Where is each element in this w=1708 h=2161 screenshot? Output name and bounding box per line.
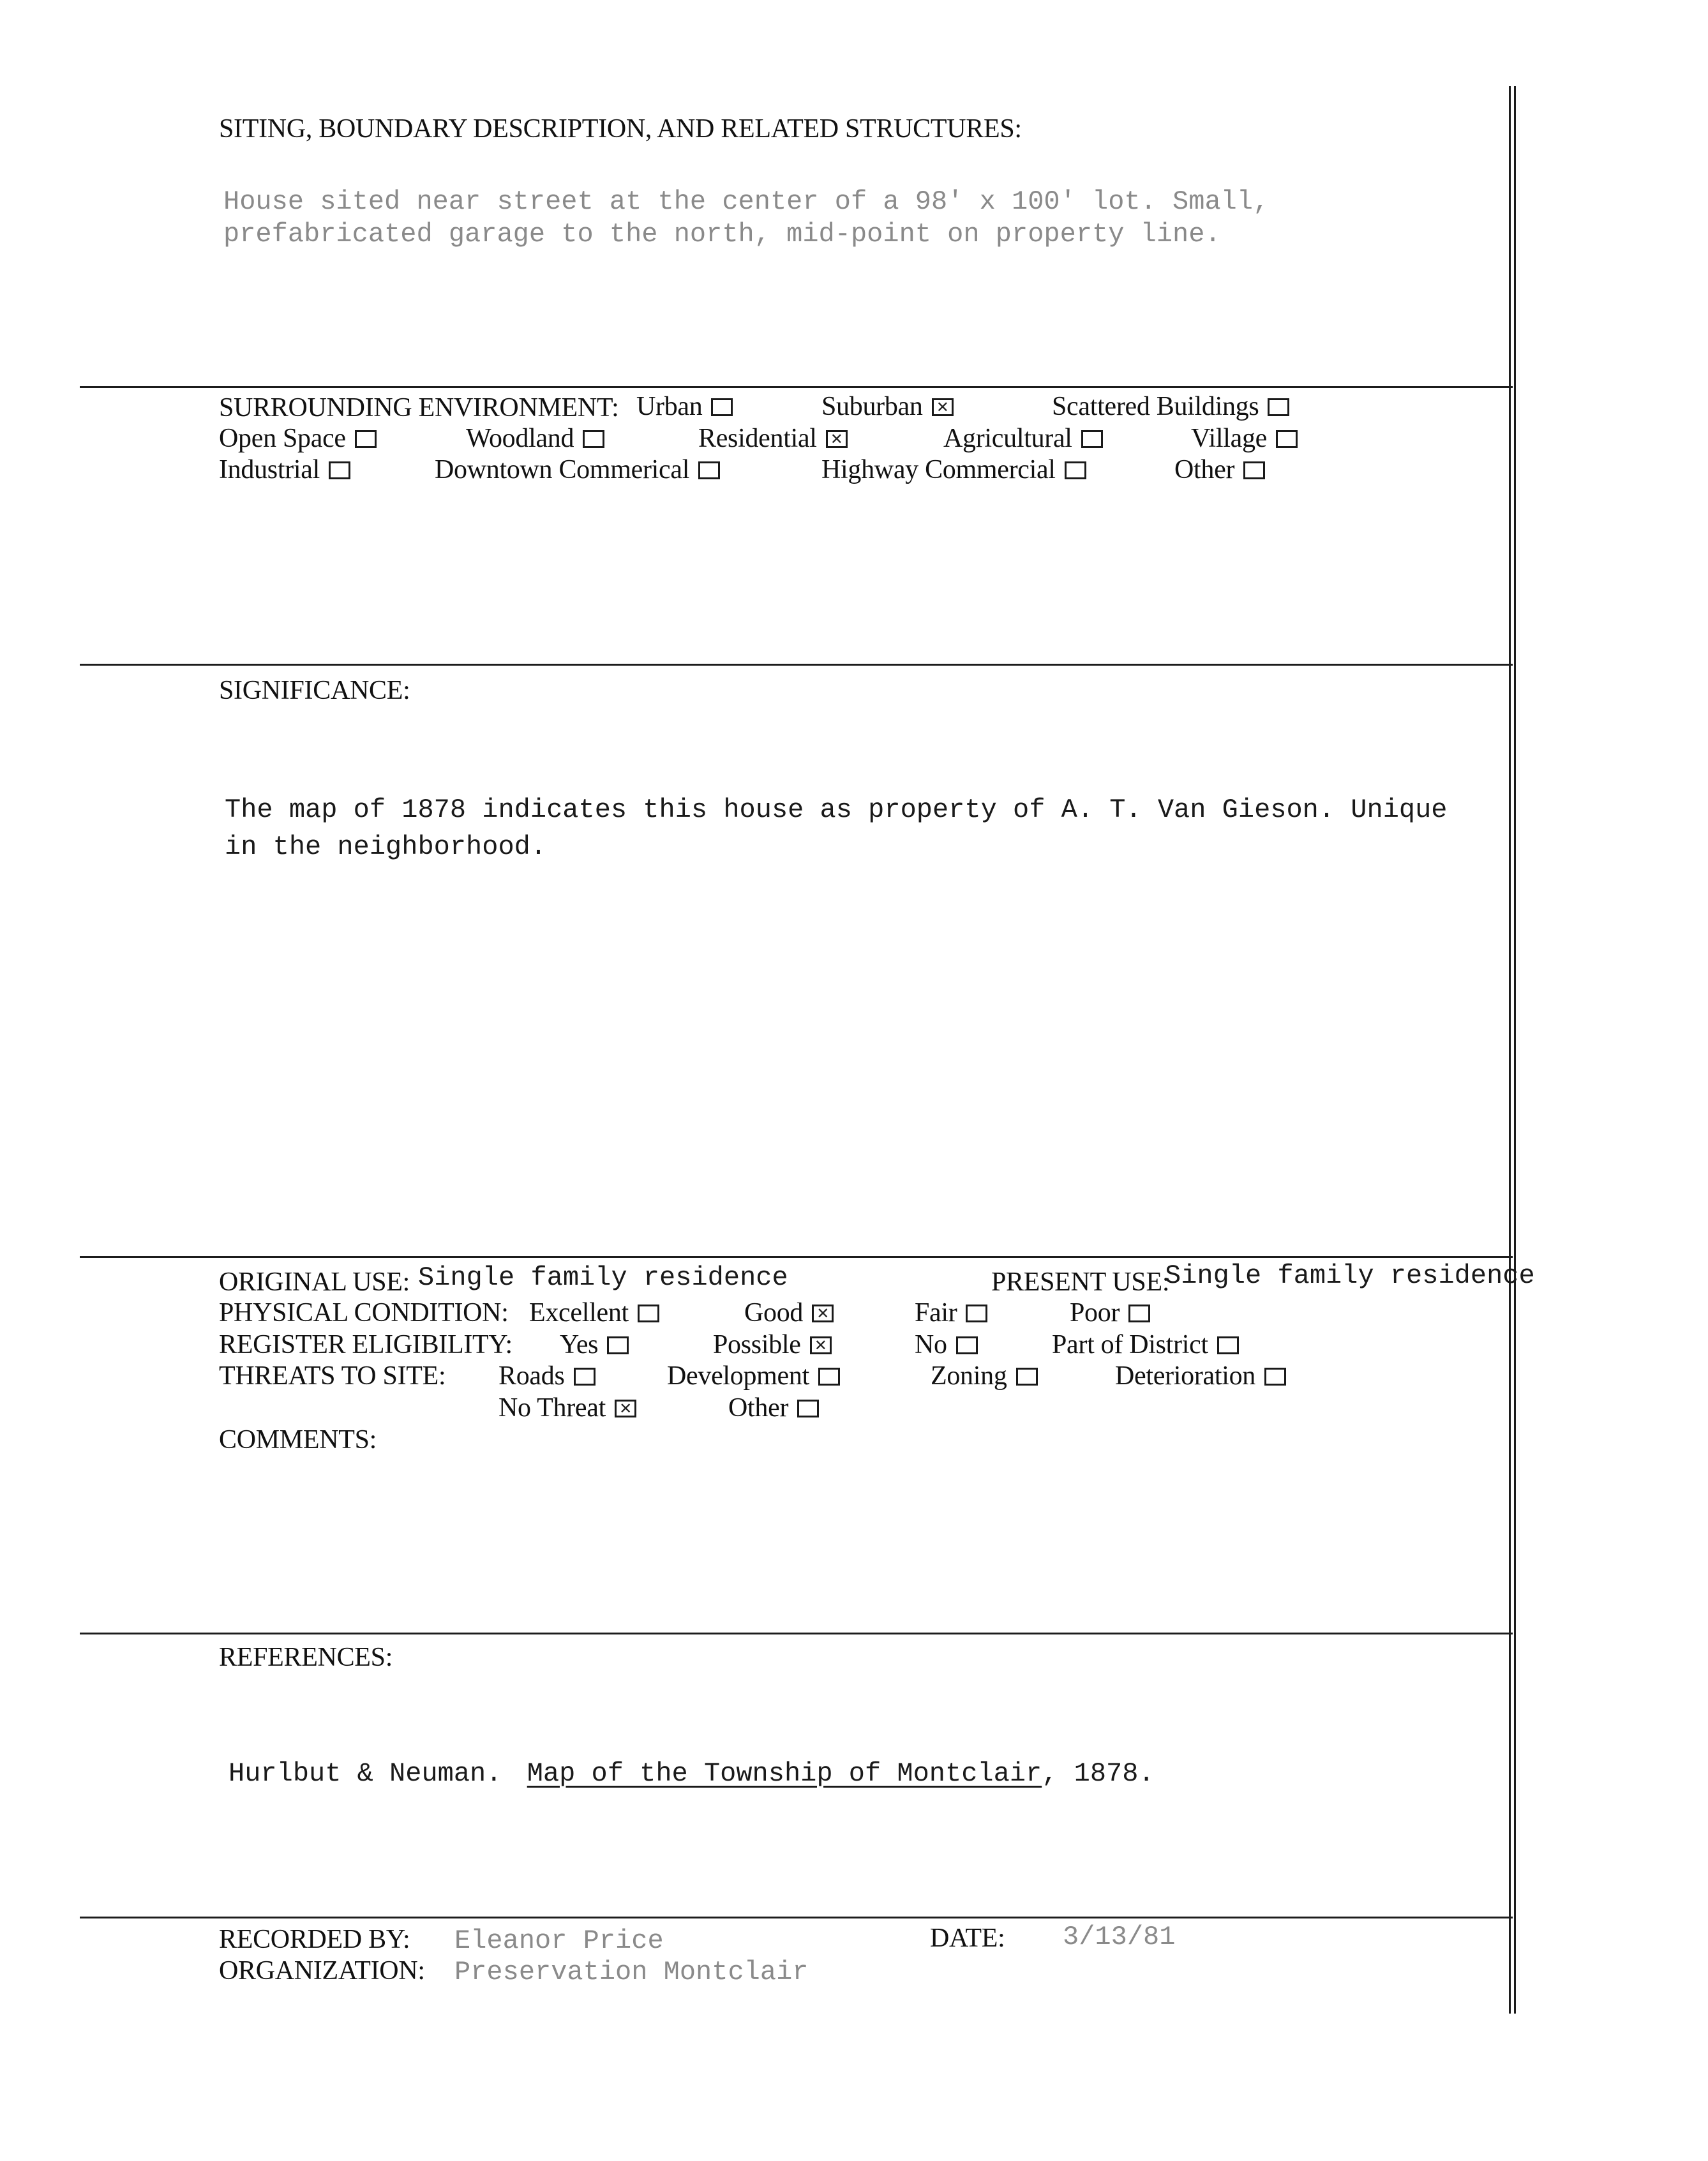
threat-option-label: Roads: [498, 1361, 565, 1391]
checkbox-icon[interactable]: [1217, 1336, 1239, 1354]
env-option-label: Downtown Commerical: [435, 455, 690, 484]
threat-option-label: No Threat: [498, 1393, 606, 1423]
eligibility-option-label: No: [915, 1330, 947, 1359]
eligibility-option-label: Yes: [560, 1330, 599, 1359]
date-value: 3/13/81: [1063, 1922, 1176, 1952]
checkbox-icon[interactable]: [1268, 398, 1289, 416]
references-heading: REFERENCES:: [219, 1643, 393, 1672]
original-use-label: ORIGINAL USE:: [219, 1267, 410, 1297]
env-option-label: Urban: [636, 392, 703, 421]
env-option-urban[interactable]: [636, 391, 733, 422]
organization-label: ORGANIZATION:: [219, 1956, 425, 1985]
condition-option-label: Good: [744, 1298, 804, 1327]
threat-option-label: Other: [728, 1393, 789, 1423]
env-option-label: Residential: [698, 424, 817, 453]
threat-option-label: Zoning: [931, 1361, 1007, 1391]
condition-option-good[interactable]: [744, 1297, 834, 1328]
checkbox-icon[interactable]: [1243, 461, 1265, 479]
checkbox-icon[interactable]: [583, 430, 604, 448]
significance-text-line-2: in the neighborhood.: [225, 832, 547, 862]
right-border-outer: [1514, 86, 1516, 2014]
condition-option-label: Poor: [1070, 1298, 1120, 1327]
env-option-label: Village: [1191, 424, 1267, 453]
env-option-village[interactable]: [1191, 423, 1298, 454]
checkbox-icon[interactable]: [711, 398, 733, 416]
checked-checkbox-icon[interactable]: [615, 1400, 636, 1417]
condition-option-fair[interactable]: [915, 1297, 987, 1328]
env-option-scattered-buildings[interactable]: [1052, 391, 1289, 422]
condition-option-label: Excellent: [529, 1298, 629, 1327]
checkbox-icon[interactable]: [638, 1305, 659, 1322]
checked-checkbox-icon[interactable]: [810, 1336, 832, 1354]
checkbox-icon[interactable]: [698, 461, 720, 479]
threats-label: THREATS TO SITE:: [219, 1361, 446, 1391]
condition-option-excellent[interactable]: [529, 1297, 659, 1328]
env-option-label: Open Space: [219, 424, 346, 453]
comments-heading: COMMENTS:: [219, 1425, 377, 1454]
significance-heading: SIGNIFICANCE:: [219, 676, 410, 705]
threat-option-development[interactable]: [667, 1361, 840, 1391]
checkbox-icon[interactable]: [1065, 461, 1086, 479]
env-option-woodland[interactable]: [466, 423, 604, 454]
right-border-inner: [1509, 86, 1511, 2014]
eligibility-option-label: Part of District: [1052, 1330, 1208, 1359]
checkbox-icon[interactable]: [1016, 1368, 1038, 1386]
checked-checkbox-icon[interactable]: [932, 398, 954, 416]
env-option-label: Other: [1174, 455, 1235, 484]
threat-option-label: Deterioration: [1115, 1361, 1256, 1391]
environment-heading: SURROUNDING ENVIRONMENT:: [219, 393, 619, 422]
checkbox-icon[interactable]: [329, 461, 350, 479]
divider-2: [80, 664, 1513, 666]
divider-4: [80, 1633, 1513, 1634]
reference-year: , 1878.: [1042, 1758, 1155, 1789]
checkbox-icon[interactable]: [1128, 1305, 1150, 1322]
checkbox-icon[interactable]: [1264, 1368, 1286, 1386]
env-option-other[interactable]: [1174, 454, 1265, 485]
threat-option-label: Development: [667, 1361, 809, 1391]
checkbox-icon[interactable]: [797, 1400, 819, 1417]
threat-option-roads[interactable]: [498, 1361, 596, 1391]
eligibility-option-part-of-district[interactable]: [1052, 1329, 1239, 1360]
env-option-label: Scattered Buildings: [1052, 392, 1259, 421]
checkbox-icon[interactable]: [956, 1336, 978, 1354]
recorded-by-value: Eleanor Price: [454, 1925, 664, 1956]
checkbox-icon[interactable]: [574, 1368, 596, 1386]
register-eligibility-label: REGISTER ELIGIBILITY:: [219, 1330, 513, 1359]
checked-checkbox-icon[interactable]: [826, 430, 848, 448]
eligibility-option-yes[interactable]: [560, 1329, 629, 1360]
divider-1: [80, 386, 1513, 388]
env-option-label: Highway Commercial: [821, 455, 1056, 484]
env-option-label: Woodland: [466, 424, 574, 453]
checkbox-icon[interactable]: [1081, 430, 1103, 448]
eligibility-option-possible[interactable]: [713, 1329, 832, 1360]
checked-checkbox-icon[interactable]: [812, 1305, 834, 1322]
condition-option-label: Fair: [915, 1298, 957, 1327]
checkbox-icon[interactable]: [966, 1305, 987, 1322]
significance-text-line-1: The map of 1878 indicates this house as property of A. T. Van Gieson. Unique: [225, 795, 1448, 825]
env-option-label: Suburban: [821, 392, 923, 421]
eligibility-option-no[interactable]: [915, 1329, 978, 1360]
threat-option-zoning[interactable]: [931, 1361, 1038, 1391]
physical-condition-label: PHYSICAL CONDITION:: [219, 1298, 509, 1327]
env-option-agricultural[interactable]: [943, 423, 1103, 454]
organization-value: Preservation Montclair: [454, 1957, 809, 1987]
present-use-value: Single family residence: [1165, 1260, 1535, 1291]
checkbox-icon[interactable]: [607, 1336, 629, 1354]
checkbox-icon[interactable]: [355, 430, 377, 448]
date-label: DATE:: [930, 1924, 1005, 1953]
siting-text-line-1: House sited near street at the center of a 98' x 100' lot. Small,: [223, 186, 1270, 217]
env-option-downtown-commerical[interactable]: [435, 454, 720, 485]
threat-option-no-threat[interactable]: [498, 1393, 636, 1423]
checkbox-icon[interactable]: [818, 1368, 840, 1386]
env-option-label: Industrial: [219, 455, 320, 484]
env-option-residential[interactable]: [698, 423, 848, 454]
condition-option-poor[interactable]: [1070, 1297, 1150, 1328]
siting-heading: SITING, BOUNDARY DESCRIPTION, AND RELATED STRUCTURES:: [219, 114, 1022, 144]
env-option-highway-commercial[interactable]: [821, 454, 1086, 485]
present-use-label: PRESENT USE:: [991, 1267, 1170, 1297]
env-option-suburban[interactable]: [821, 391, 954, 422]
recorded-by-label: RECORDED BY:: [219, 1925, 410, 1954]
divider-3: [80, 1256, 1513, 1258]
env-option-industrial[interactable]: [219, 454, 350, 485]
reference-title: Map of the Township of Montclair: [527, 1758, 1042, 1789]
reference-entry: [228, 1758, 1155, 1789]
siting-text-line-2: prefabricated garage to the north, mid-point on property line.: [223, 219, 1221, 250]
eligibility-option-label: Possible: [713, 1330, 801, 1359]
env-option-label: Agricultural: [943, 424, 1072, 453]
divider-5: [80, 1917, 1513, 1918]
reference-author: Hurlbut & Neuman.: [228, 1758, 502, 1789]
original-use-value: Single family residence: [418, 1262, 788, 1293]
checkbox-icon[interactable]: [1276, 430, 1298, 448]
env-option-open-space[interactable]: [219, 423, 377, 454]
threat-option-deterioration[interactable]: [1115, 1361, 1286, 1391]
threat-option-other[interactable]: [728, 1393, 819, 1423]
